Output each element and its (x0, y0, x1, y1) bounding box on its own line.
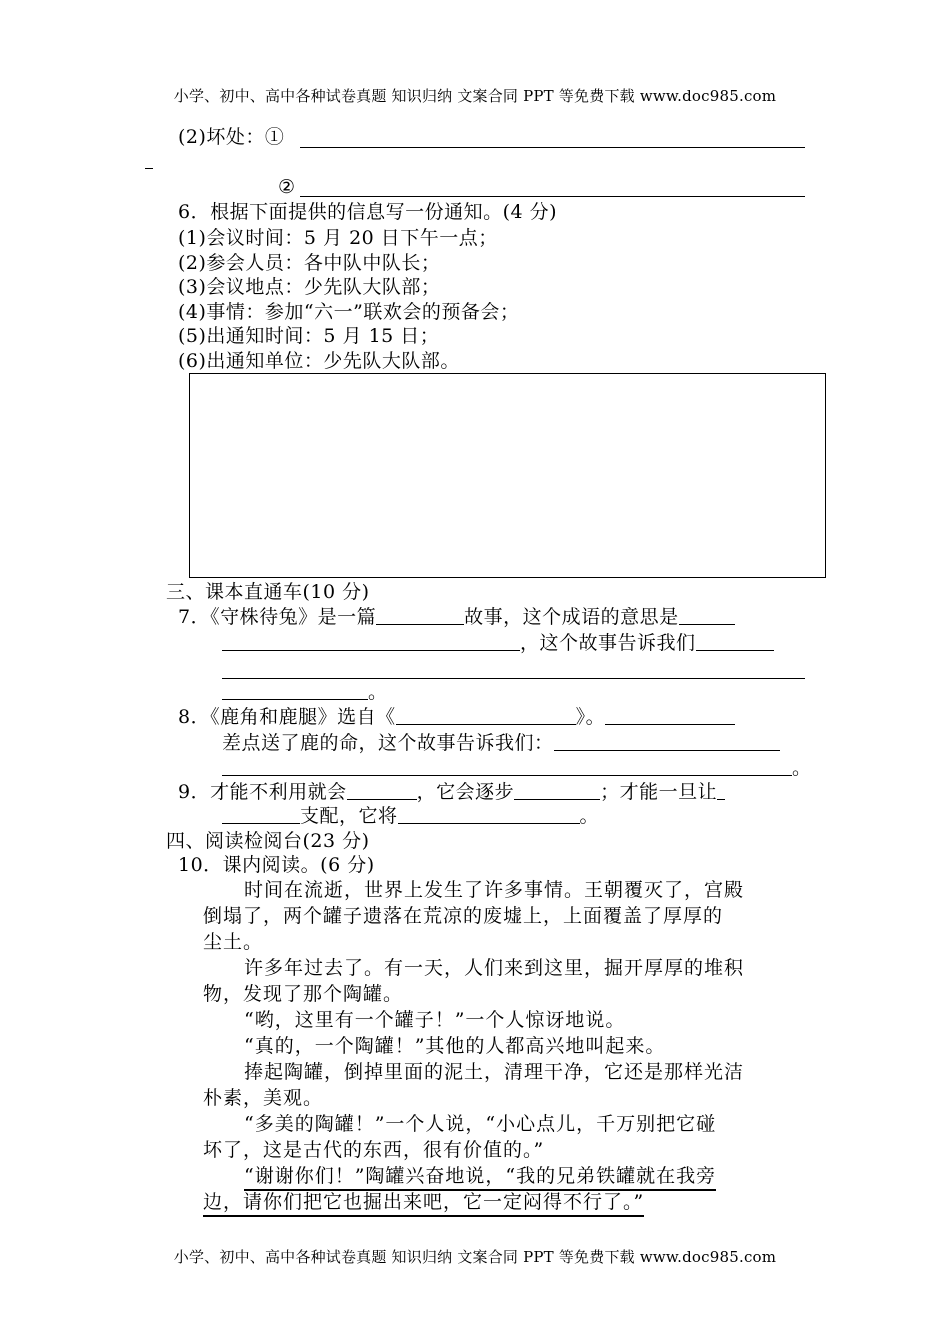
page-header: 小学、初中、高中各种试卷真题 知识归纳 文案合同 PPT 等免费下载 www.doc985.com (173, 87, 777, 105)
q8-line-3 (222, 756, 812, 780)
page-footer: 小学、初中、高中各种试卷真题 知识归纳 文案合同 PPT 等免费下载 www.doc985.com (173, 1248, 777, 1266)
q9-line-1 (178, 780, 725, 804)
story-line: 许多年过去了。有一天，人们来到这里，掘开厚厚的堆积 (244, 957, 745, 979)
q7-text-a: 7．《守株待兔》是一篇 (178, 606, 377, 628)
q9-text-c: ；才能一旦让 (600, 781, 718, 803)
q8-line-1 (178, 705, 735, 729)
story-line: 倒塌了，两个罐子遗落在荒凉的废墟上，上面覆盖了厚厚的 (203, 905, 724, 927)
q8-blank-subject[interactable] (605, 706, 735, 725)
q8-blank-source[interactable] (396, 706, 576, 725)
q6-answer-box[interactable] (189, 373, 826, 578)
q6-item: (2)参会人员：各中队中队长； (178, 252, 441, 274)
q9-blank-4[interactable] (398, 805, 580, 824)
q7-line-4 (222, 680, 388, 704)
q7-blank-meaning[interactable] (679, 606, 735, 625)
q8-end: 。 (792, 757, 812, 779)
q7-blank-meaning-cont[interactable] (222, 632, 520, 651)
q9-text-b: ，它会逐步 (416, 781, 515, 803)
q8-blank-lesson-cont[interactable] (222, 757, 792, 776)
q8-blank-lesson[interactable] (554, 732, 780, 751)
q9-blank-1[interactable] (347, 781, 417, 800)
story-line: “多美的陶罐！”一个人说，“小心点儿，千万别把它碰 (244, 1113, 717, 1135)
story-line: 捧起陶罐，倒掉里面的泥土，清理干净，它还是那样光洁 (244, 1061, 745, 1083)
q7-text-b: 故事，这个成语的意思是 (464, 606, 679, 628)
story-line: 尘土。 (203, 931, 264, 953)
q6-item: (4)事情：参加“六一”联欢会的预备会； (178, 301, 520, 323)
section3-title: 三、课本直通车(10 分) (166, 581, 370, 603)
margin-dash (145, 168, 153, 169)
q7-line-2 (222, 631, 774, 655)
q7-end: 。 (368, 681, 388, 703)
story-line-underlined: “谢谢你们！”陶罐兴奋地说，“我的兄弟铁罐就在我旁 (244, 1163, 716, 1191)
q9-text-d: 支配，它将 (300, 805, 398, 827)
q5-bad-label-2: ② (278, 176, 296, 198)
q9-line-2 (222, 804, 599, 828)
q5-bad-label: (2)坏处：① (178, 126, 285, 148)
q7-line-1 (178, 605, 735, 629)
q6-item: (5)出通知时间：5 月 15 日； (178, 325, 440, 347)
q6-title: 6．根据下面提供的信息写一份通知。(4 分) (178, 201, 558, 223)
q8-text-b: 》。 (575, 706, 606, 728)
q5-bad-blank-1[interactable] (300, 147, 805, 148)
q7-blank-type[interactable] (376, 606, 464, 625)
q7-blank-lesson-cont[interactable] (222, 678, 805, 679)
q8-line-2 (222, 731, 780, 755)
section4-title: 四、阅读检阅台(23 分) (166, 830, 370, 852)
q9-blank-3[interactable] (717, 781, 725, 800)
story-line: “真的，一个陶罐！”其他的人都高兴地叫起来。 (244, 1035, 666, 1057)
story-line: 朴素，美观。 (203, 1087, 324, 1109)
story-line: 物，发现了那个陶罐。 (203, 983, 404, 1005)
story-line: 坏了，这是古代的东西，很有价值的。” (203, 1139, 545, 1161)
q10-title: 10．课内阅读。(6 分) (178, 854, 375, 876)
story-line: 时间在流逝，世界上发生了许多事情。王朝覆灭了，宫殿 (244, 879, 745, 901)
q5-bad-blank-2[interactable] (300, 196, 805, 197)
q7-blank-lesson-end[interactable] (222, 681, 368, 700)
q8-text-a: 8．《鹿角和鹿腿》选自《 (178, 706, 396, 728)
q6-item: (6)出通知单位：少先队大队部。 (178, 350, 460, 372)
q6-item: (1)会议时间：5 月 20 日下午一点； (178, 227, 498, 249)
q9-blank-2[interactable] (514, 781, 600, 800)
q7-text-c: ，这个故事告诉我们 (520, 632, 696, 654)
q9-end: 。 (579, 805, 600, 827)
q7-blank-lesson[interactable] (696, 632, 774, 651)
q8-text-c: 差点送了鹿的命，这个故事告诉我们： (222, 732, 554, 754)
q9-text-a: 9．才能不利用就会 (178, 781, 347, 803)
q6-item: (3)会议地点：少先队大队部； (178, 276, 441, 298)
story-line: “哟，这里有一个罐子！”一个人惊讶地说。 (244, 1009, 626, 1031)
q9-blank-3-cont[interactable] (222, 805, 300, 824)
story-line-underlined: 边，请你们把它也掘出来吧，它一定闷得不行了。” (203, 1189, 644, 1217)
